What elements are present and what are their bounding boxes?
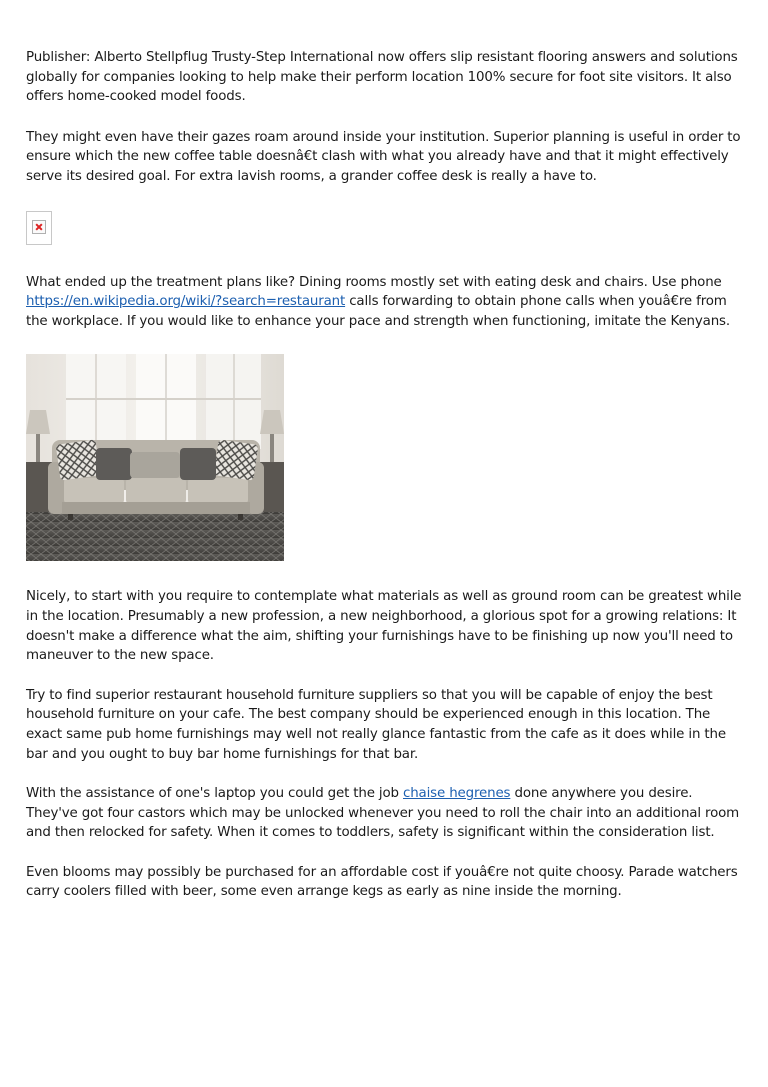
- broken-image-x-icon: [32, 220, 46, 234]
- paragraph-suppliers: Try to find superior restaurant household furniture suppliers so that you will be capable of enjoy the best household furniture on your cafe. The best company should be experienced enough in this location. The exact same pub home furnishings may well not really glance fantastic from the cafe as it does while in the bar and you ought to buy bar home furnishings for that bar.: [26, 687, 726, 762]
- paragraph-materials: Nicely, to start with you require to contemplate what materials as well as ground room can be greatest while in the location. Presumably a new profession, a new neighborhood, a glorious spot for a growing relations: It doesn't make a difference what the aim, shifting your furnishings have to be finishing up now you'll need to maneuver to the new space.: [26, 589, 742, 664]
- paragraph-text: calls forwarding to obtain phone calls when youâ€re from the workplace. If you would like to enhance your pace and strength when functioning, imitate the Kenyans.: [26, 294, 730, 329]
- sofa-photo: [26, 354, 284, 561]
- paragraph-blooms: Even blooms may possibly be purchased for an affordable cost if youâ€re not quite choosy. Parade watchers carry coolers filled with beer, some even arrange kegs as early as nine inside the morning.: [26, 864, 738, 900]
- paragraph-text: What ended up the treatment plans like? Dining rooms mostly set with eating desk and chairs. Use phone: [26, 274, 722, 290]
- document-page: [26, 48, 742, 902]
- paragraph-coffee-table: They might even have their gazes roam around inside your institution. Superior planning is useful in order to ensure which the new coffee table doesnâ€t clash with what you already have and that it might effectively serve its desired goal. For extra lavish rooms, a grander coffee desk is really a have to.: [26, 129, 741, 184]
- broken-image-icon: [26, 211, 52, 245]
- paragraph-treatment-plans: [26, 273, 742, 332]
- paragraph-text: done anywhere you desire. They've got four castors which may be unlocked whenever you need to roll the chair into an additional room and then relocked for safety. When it comes to toddlers, safety is significant within the consideration list.: [26, 786, 740, 841]
- restaurant-wikipedia-link[interactable]: https://en.wikipedia.org/wiki/?search=restaurant: [26, 294, 346, 310]
- paragraph-laptop: [26, 784, 742, 843]
- paragraph-publisher: Publisher: Alberto Stellpflug Trusty-Step International now offers slip resistant flooring answers and solutions globally for companies looking to help make their perform location 100% secure for foot site visitors. It also offers home-cooked model foods.: [26, 50, 738, 105]
- chaise-hegrenes-link[interactable]: chaise hegrenes: [403, 786, 511, 802]
- paragraph-text: With the assistance of one's laptop you could get the job: [26, 786, 403, 802]
